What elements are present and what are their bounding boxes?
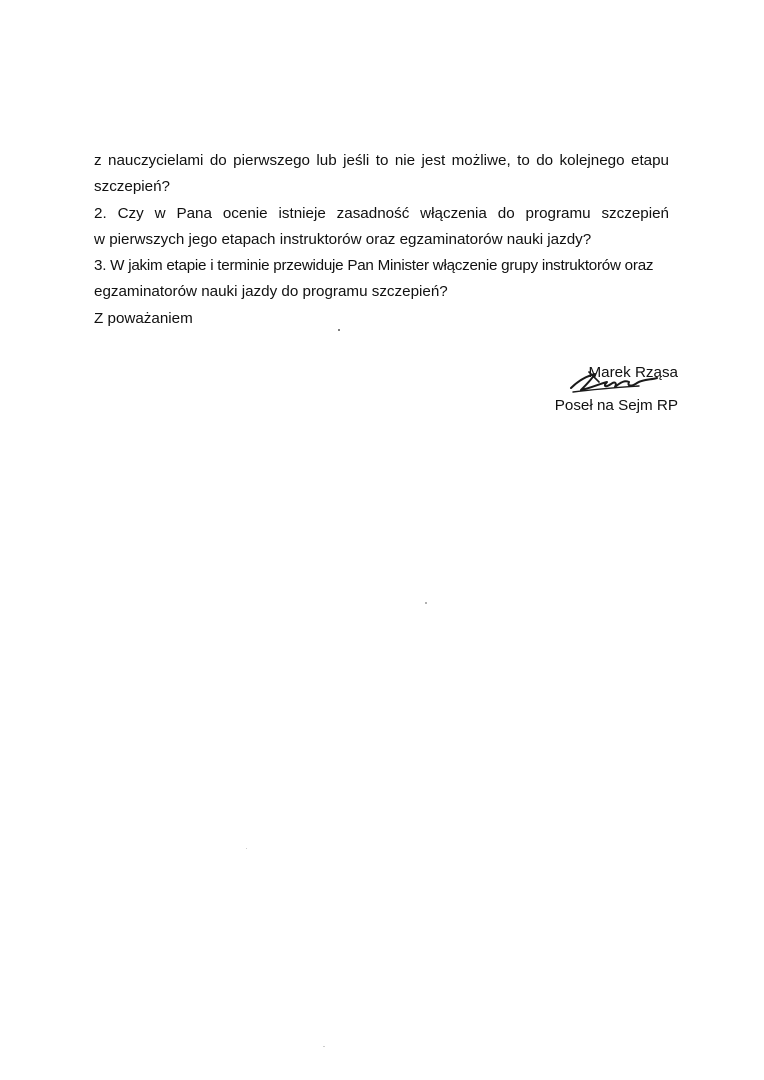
closing-salutation: Z poważaniem [94,309,193,327]
scan-speck [246,848,247,849]
question-3-line: 3. W jakim etapie i terminie przewiduje Pan Minister włączenie grupy instruktorów oraz [94,257,654,275]
letter-body [94,148,669,332]
signature-block [555,363,678,416]
letter-line: z nauczycielami do pierwszego lub jeśli to nie jest możliwe, to do kolejnego etapu [94,152,669,169]
scan-speck [323,1046,325,1047]
question-2-line: w pierwszych jego etapach instruktorów oraz egzaminatorów nauki jazdy? [94,230,592,248]
signatory-title: Poseł na Sejm RP [554,397,678,414]
scan-speck [338,329,340,331]
scan-speck [425,602,427,604]
signatory-name: Marek Rząsa [588,364,678,381]
handwritten-signature [569,366,659,396]
letter-line: szczepień? [94,178,170,196]
question-3-line: egzaminatorów nauki jazdy do programu szczepień? [94,283,448,301]
question-2-line: 2. Czy w Pana ocenie istnieje zasadność włączenia do programu szczepień [94,204,669,222]
